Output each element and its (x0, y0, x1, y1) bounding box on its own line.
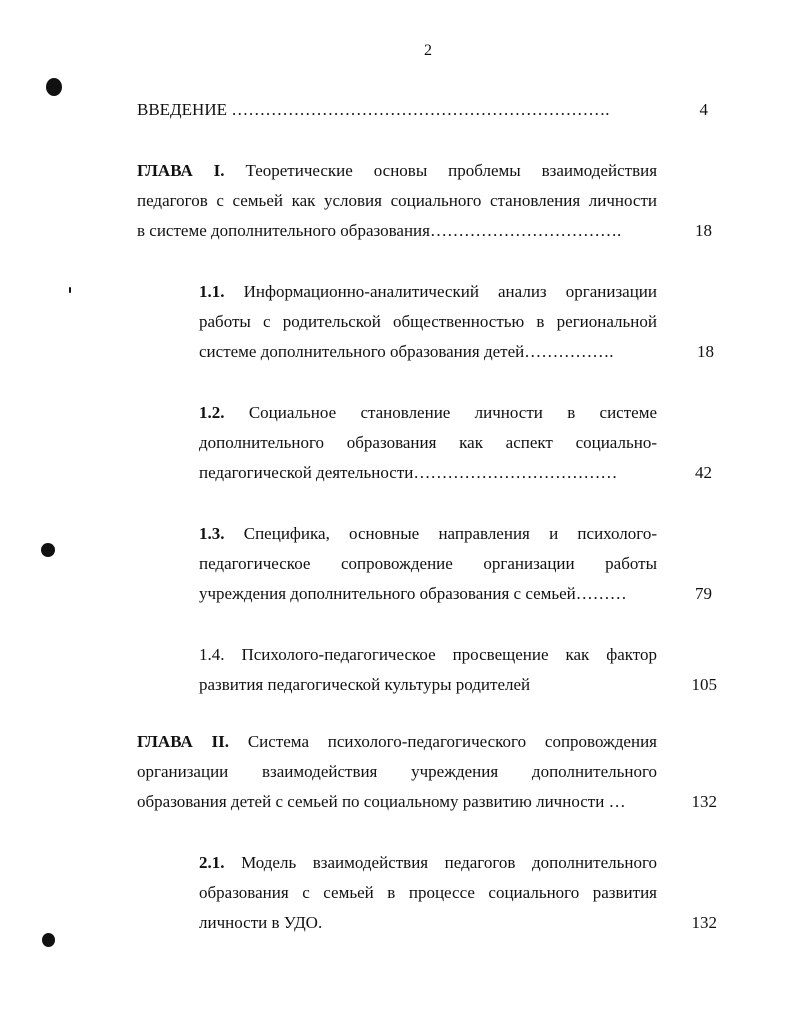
section-1-1-page: 18 (697, 342, 714, 361)
chapter-1-line: в системе дополнительного образования……………………………. (137, 221, 622, 240)
section-1-4-page: 105 (691, 675, 717, 694)
chapter-2-line: образования детей с семьей по социальному развитию личности … (137, 792, 626, 811)
intro-title: ВВЕДЕНИЕ (137, 100, 227, 119)
toc-intro[interactable] (137, 95, 647, 125)
section-line: личности в УДО. (199, 913, 323, 932)
chapter-2-page: 132 (691, 792, 717, 811)
toc-section-1-2[interactable] (199, 398, 657, 488)
section-line: образования с семьей в процессе социального развития (199, 883, 657, 902)
scan-blot (46, 78, 62, 96)
toc-section-1-3[interactable] (199, 519, 657, 609)
section-line: дополнительного образования как аспект социально- (199, 433, 657, 452)
page-number: 2 (424, 42, 432, 59)
chapter-1-page: 18 (695, 221, 712, 240)
chapter-2-line: организации взаимодействия учреждения дополнительного (137, 762, 657, 781)
section-1-2-page: 42 (695, 463, 712, 482)
intro-leader: …………………………………………………………. (231, 100, 610, 119)
scan-blot (42, 933, 55, 947)
section-line: развития педагогической культуры родителей (199, 675, 531, 694)
toc-chapter-1[interactable] (137, 156, 657, 246)
section-number: 1.3. (199, 524, 225, 543)
section-line: Модель взаимодействия педагогов дополнительного (241, 853, 658, 872)
toc-section-1-4[interactable] (199, 640, 657, 700)
section-2-1-page: 132 (691, 913, 717, 932)
section-line: Социальное становление личности в системе (248, 403, 657, 422)
scan-mark (69, 287, 71, 293)
chapter-1-line: Теоретические основы проблемы взаимодействия (245, 161, 658, 180)
toc-chapter-2[interactable] (137, 727, 657, 817)
section-line: педагогической деятельности……………………………… (199, 463, 618, 482)
toc-section-1-1[interactable] (199, 277, 657, 367)
section-line: Информационно-аналитический анализ организации (243, 282, 657, 301)
section-number: 2.1. (199, 853, 225, 872)
section-line: Специфика, основные направления и психолого- (243, 524, 657, 543)
section-1-3-page: 79 (695, 584, 712, 603)
chapter-1-label: ГЛАВА I. (137, 161, 225, 180)
intro-page: 4 (699, 100, 708, 119)
section-line: работы с родительской общественностью в региональной (199, 312, 657, 331)
chapter-2-label: ГЛАВА II. (137, 732, 230, 751)
section-line: учреждения дополнительного образования с семьей……… (199, 584, 627, 603)
section-number: 1.2. (199, 403, 225, 422)
section-number: 1.4. (199, 645, 225, 664)
section-line: системе дополнительного образования детей……………. (199, 342, 614, 361)
chapter-2-line: Система психолого-педагогического сопровождения (247, 732, 657, 751)
section-line: Психолого-педагогическое просвещение как фактор (241, 645, 658, 664)
section-line: педагогическое сопровождение организации работы (199, 554, 657, 573)
scan-blot (41, 543, 55, 557)
section-number: 1.1. (199, 282, 225, 301)
toc-section-2-1[interactable] (199, 848, 657, 938)
chapter-1-line: педагогов с семьей как условия социального становления личности (137, 191, 657, 210)
